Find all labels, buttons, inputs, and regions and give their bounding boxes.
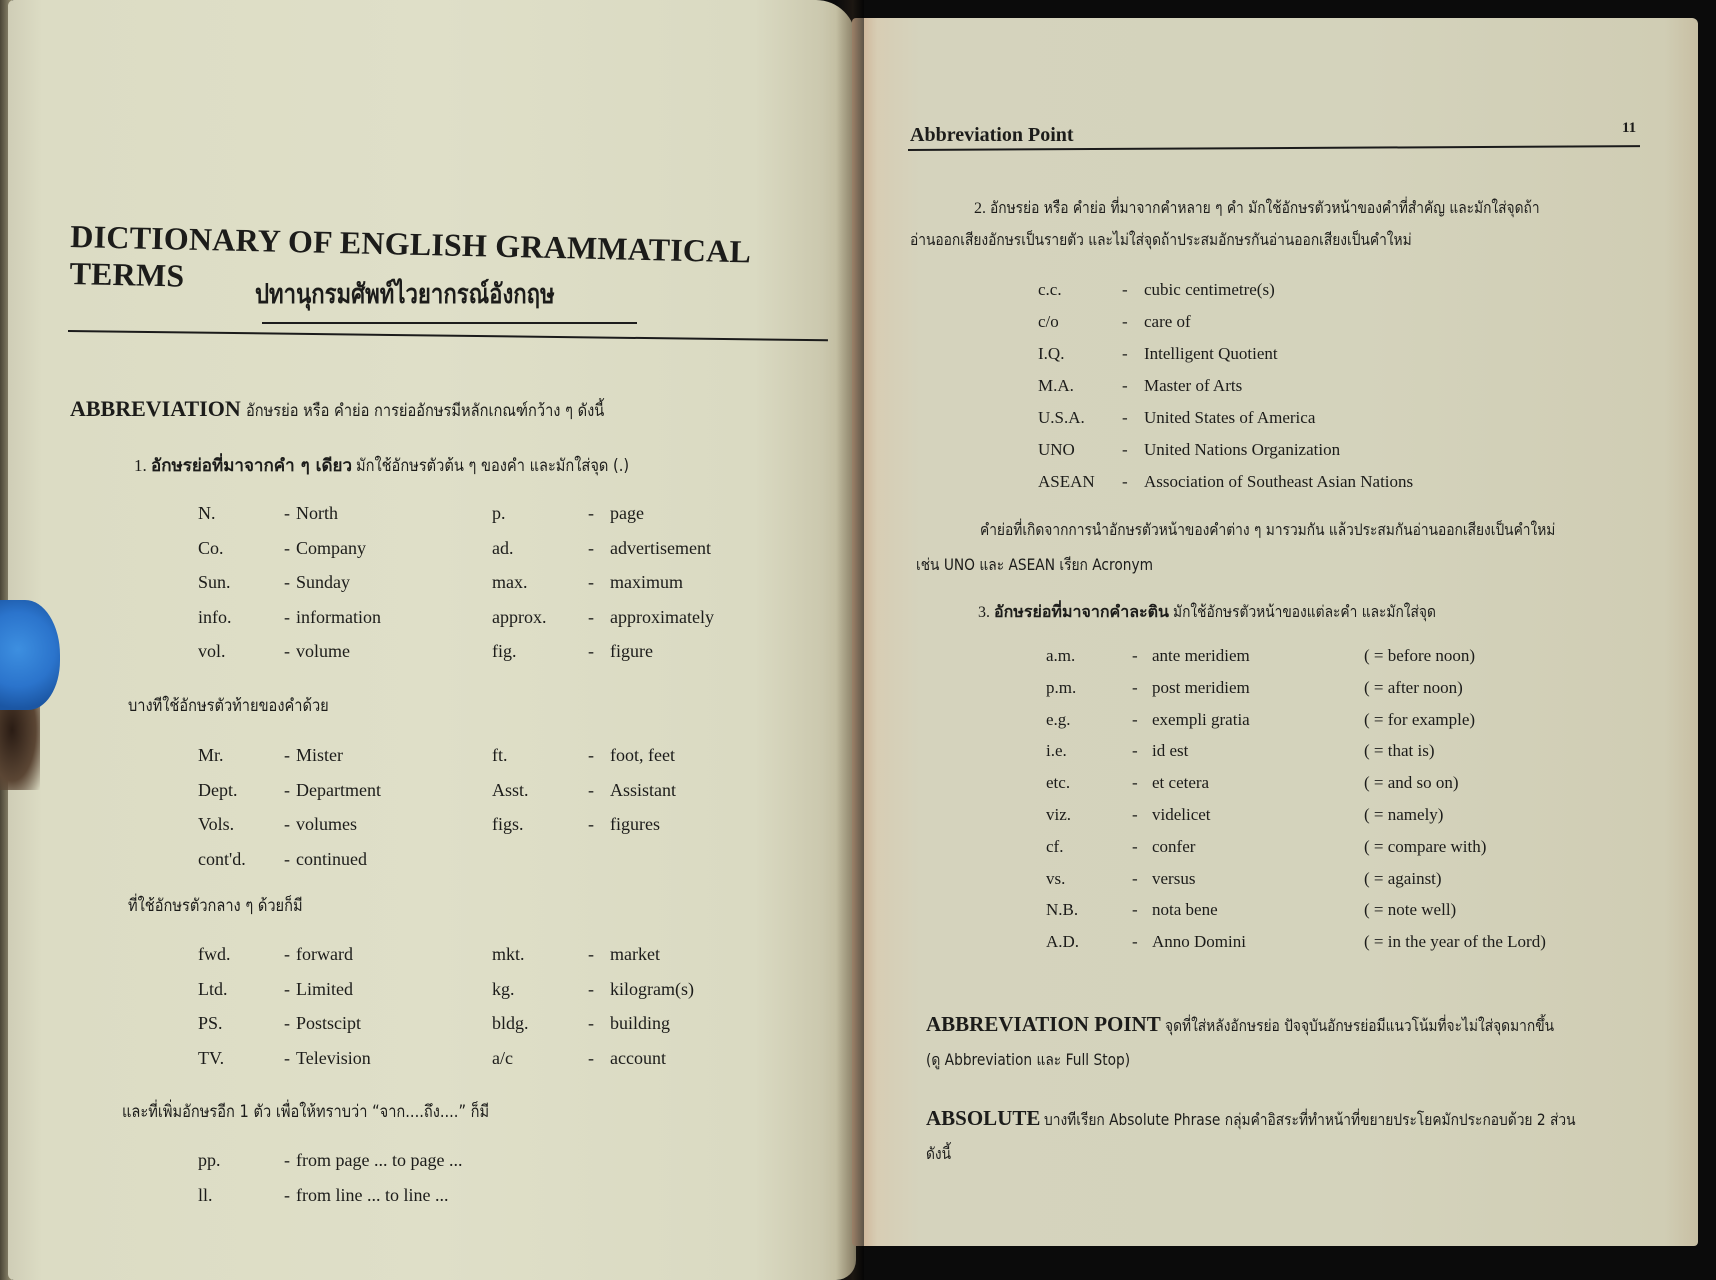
book-spine-shadow bbox=[836, 0, 864, 1280]
rule-2-line1: 2. อักษรย่อ หรือ คำย่อ ที่มาจากคำหลาย ๆ คำ มักใช้อักษรตัวหน้าของคำที่สำคัญ และมักใส่จุดถ้า bbox=[974, 198, 1540, 217]
entry-term: ABSOLUTE bbox=[926, 1106, 1041, 1130]
page-number: 11 bbox=[1622, 120, 1637, 136]
dictionary-title: DICTIONARY OF ENGLISH GRAMMATICAL TERMS bbox=[69, 218, 750, 294]
rule-bold-text: อักษรย่อที่มาจากคำ ๆ เดียว bbox=[151, 456, 353, 476]
entry-definition: อักษรย่อ หรือ คำย่อ การย่ออักษรมีหลักเกณฑ์กว้าง ๆ ดังนี้ bbox=[246, 401, 605, 421]
dictionary-subtitle-thai: ปทานุกรมศัพท์ไวยากรณ์อังกฤษ bbox=[255, 279, 555, 310]
acronym-note-line1: คำย่อที่เกิดจากการนำอักษรตัวหน้าของคำต่าง ๆ มารวมกัน แล้วประสมกันอ่านออกเสียงเป็นคำใหม่ bbox=[980, 520, 1556, 539]
subtitle-underline bbox=[262, 322, 637, 324]
entry-term: ABBREVIATION POINT bbox=[926, 1012, 1161, 1036]
running-head: Abbreviation Point bbox=[910, 124, 1074, 146]
rule-2-line2: อ่านออกเสียงอักษรเป็นรายตัว และไม่ใส่จุดถ้าประสมอักษรกันอ่านออกเสียงเป็นคำใหม่ bbox=[910, 230, 1412, 249]
entry-term: ABBREVIATION bbox=[70, 396, 241, 421]
entry-absolute-continuation: ดังนี้ bbox=[926, 1144, 952, 1163]
note-last-letter: บางทีใช้อักษรตัวท้ายของคำด้วย bbox=[128, 696, 329, 716]
entry-definition: จุดที่ใส่หลังอักษรย่อ ปัจจุบันอักษรย่อมีแนวโน้มที่จะไม่ใส่จุดมากขึ้น bbox=[1164, 1016, 1554, 1035]
acronym-note-line2: เช่น UNO และ ASEAN เรียก Acronym bbox=[916, 555, 1154, 574]
entry-see-also: (ดู Abbreviation และ Full Stop) bbox=[926, 1050, 1131, 1069]
entry-abbreviation bbox=[70, 396, 663, 424]
rule-1 bbox=[134, 452, 674, 479]
entry-absolute bbox=[926, 1106, 1662, 1133]
rule-number: 1. bbox=[134, 456, 147, 475]
note-extra-letter: และที่เพิ่มอักษรอีก 1 ตัว เพื่อให้ทราบว่า “จาก....ถึง....” ก็มี bbox=[122, 1102, 490, 1122]
left-page bbox=[8, 0, 856, 1280]
rule-text: มักใช้อักษรตัวต้น ๆ ของคำ และมักใส่จุด (.) bbox=[356, 456, 630, 476]
rule-3: 3. อักษรย่อที่มาจากคำละติน มักใช้อักษรตัวหน้าของแต่ละคำ และมักใส่จุด bbox=[978, 602, 1436, 621]
entry-abbreviation-point bbox=[926, 1012, 1617, 1039]
note-middle-letters: ที่ใช้อักษรตัวกลาง ๆ ด้วยก็มี bbox=[128, 896, 303, 916]
entry-definition: บางทีเรียก Absolute Phrase กลุ่มคำอิสระที่ทำหน้าที่ขยายประโยคมักประกอบด้วย 2 ส่วน bbox=[1044, 1110, 1576, 1129]
